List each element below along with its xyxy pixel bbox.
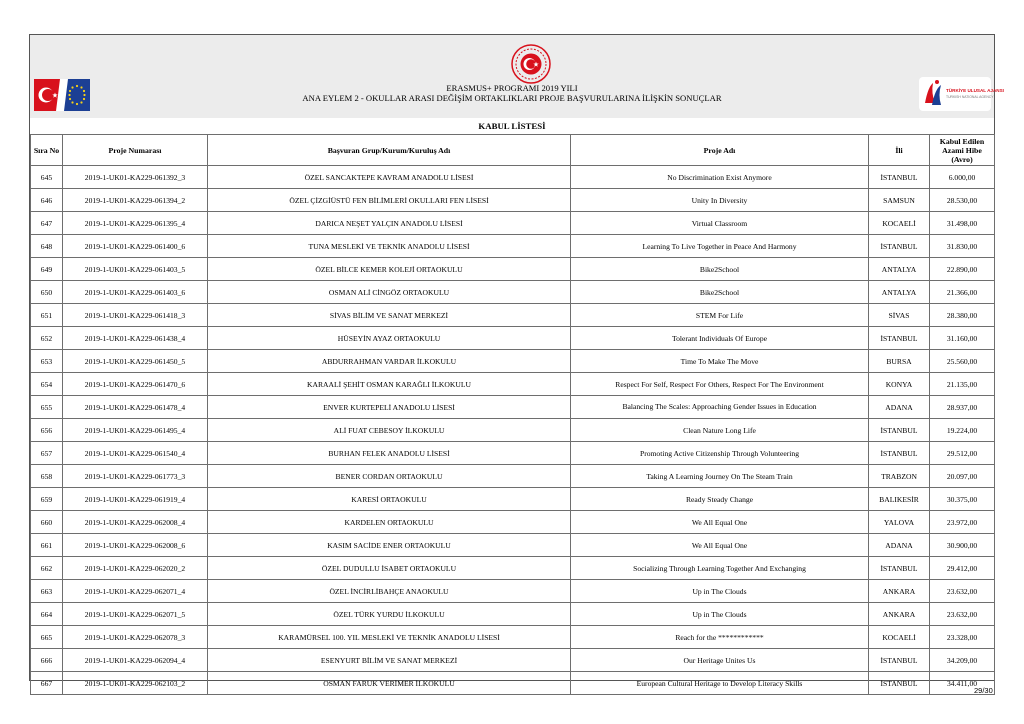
cell-hibe: 31.498,00 — [930, 212, 995, 235]
table-row — [31, 373, 995, 396]
table-row — [31, 350, 995, 373]
cell-proje-adi: We All Equal One — [571, 511, 869, 534]
cell-hibe: 22.890,00 — [930, 258, 995, 281]
table-row — [31, 534, 995, 557]
list-title: KABUL LİSTESİ — [30, 118, 994, 135]
header-banner — [30, 35, 1004, 119]
cell-basvuran: ESENYURT BİLİM VE SANAT MERKEZİ — [208, 649, 571, 672]
cell-il: İSTANBUL — [869, 442, 930, 465]
cell-il: İSTANBUL — [869, 235, 930, 258]
cell-sira: 656 — [31, 419, 63, 442]
cell-il: SAMSUN — [869, 189, 930, 212]
cell-proje-adi: Reach for the ************ — [571, 626, 869, 649]
cell-basvuran: ÖZEL ÇİZGİÜSTÜ FEN BİLİMLERİ OKULLARI FEN LİSESİ — [208, 189, 571, 212]
cell-hibe: 20.097,00 — [930, 465, 995, 488]
cell-proje-adi: Taking A Learning Journey On The Steam Train — [571, 465, 869, 488]
cell-sira: 662 — [31, 557, 63, 580]
column-header-proje-adi: Proje Adı — [571, 135, 869, 166]
cell-il: İSTANBUL — [869, 557, 930, 580]
cell-hibe: 23.972,00 — [930, 511, 995, 534]
document-title — [30, 83, 994, 103]
cell-proje-no: 2019-1-UK01-KA229-062008_6 — [63, 534, 208, 557]
national-agency-logo-text: TÜRKİYE ULUSAL AJANSI — [946, 88, 1004, 93]
cell-hibe: 28.530,00 — [930, 189, 995, 212]
cell-proje-adi: Our Heritage Unites Us — [571, 649, 869, 672]
cell-proje-no: 2019-1-UK01-KA229-062103_2 — [63, 672, 208, 695]
cell-il: KOCAELİ — [869, 626, 930, 649]
cell-basvuran: KARAMÜRSEL 100. YIL MESLEKİ VE TEKNİK ANADOLU LİSESİ — [208, 626, 571, 649]
cell-hibe: 31.830,00 — [930, 235, 995, 258]
cell-il: KONYA — [869, 373, 930, 396]
cell-hibe: 21.135,00 — [930, 373, 995, 396]
table-row — [31, 304, 995, 327]
cell-proje-adi: European Cultural Heritage to Develop Literacy Skills — [571, 672, 869, 695]
cell-proje-no: 2019-1-UK01-KA229-062071_5 — [63, 603, 208, 626]
cell-sira: 645 — [31, 166, 63, 189]
column-header-proje-no: Proje Numarası — [63, 135, 208, 166]
title-line-1: ERASMUS+ PROGRAMI 2019 YILI — [446, 83, 578, 93]
cell-hibe: 23.632,00 — [930, 603, 995, 626]
table-row — [31, 672, 995, 695]
cell-hibe: 29.412,00 — [930, 557, 995, 580]
cell-sira: 667 — [31, 672, 63, 695]
cell-proje-no: 2019-1-UK01-KA229-062020_2 — [63, 557, 208, 580]
cell-basvuran: ÖZEL İNCİRLİBAHÇE ANAOKULU — [208, 580, 571, 603]
cell-il: İSTANBUL — [869, 166, 930, 189]
cell-sira: 664 — [31, 603, 63, 626]
table-row — [31, 649, 995, 672]
cell-proje-no: 2019-1-UK01-KA229-061450_5 — [63, 350, 208, 373]
cell-hibe: 29.512,00 — [930, 442, 995, 465]
cell-basvuran: BENER CORDAN ORTAOKULU — [208, 465, 571, 488]
cell-basvuran: SİVAS BİLİM VE SANAT MERKEZİ — [208, 304, 571, 327]
cell-basvuran: ENVER KURTEPELİ ANADOLU LİSESİ — [208, 396, 571, 419]
cell-il: TRABZON — [869, 465, 930, 488]
cell-proje-adi: Virtual Classroom — [571, 212, 869, 235]
cell-il: SİVAS — [869, 304, 930, 327]
cell-proje-adi: Ready Steady Change — [571, 488, 869, 511]
national-agency-logo-subtext: TURKISH NATIONAL AGENCY — [946, 95, 994, 99]
cell-basvuran: ALİ FUAT CEBESOY İLKOKULU — [208, 419, 571, 442]
cell-proje-adi: No Discrimination Exist Anymore — [571, 166, 869, 189]
cell-il: ANTALYA — [869, 281, 930, 304]
cell-sira: 646 — [31, 189, 63, 212]
cell-proje-adi: Time To Make The Move — [571, 350, 869, 373]
cell-proje-adi: Socializing Through Learning Together And Exchanging — [571, 557, 869, 580]
cell-sira: 653 — [31, 350, 63, 373]
cell-basvuran: ÖZEL BİLCE KEMER KOLEJİ ORTAOKULU — [208, 258, 571, 281]
title-line-2: ANA EYLEM 2 - OKULLAR ARASI DEĞİŞİM ORTAKLIKLARI PROJE BAŞVURULARINA İLİŞKİN SONUÇLAR — [302, 93, 722, 103]
cell-basvuran: TUNA MESLEKİ VE TEKNİK ANADOLU LİSESİ — [208, 235, 571, 258]
cell-il: İSTANBUL — [869, 649, 930, 672]
cell-proje-no: 2019-1-UK01-KA229-061418_3 — [63, 304, 208, 327]
cell-proje-no: 2019-1-UK01-KA229-061438_4 — [63, 327, 208, 350]
table-row — [31, 603, 995, 626]
cell-proje-adi: We All Equal One — [571, 534, 869, 557]
page-number: 29/30 — [974, 686, 993, 695]
cell-proje-adi: Respect For Self, Respect For Others, Respect For The Environment — [571, 373, 869, 396]
cell-hibe: 23.632,00 — [930, 580, 995, 603]
cell-proje-adi: Clean Nature Long Life — [571, 419, 869, 442]
cell-sira: 648 — [31, 235, 63, 258]
cell-proje-no: 2019-1-UK01-KA229-062071_4 — [63, 580, 208, 603]
cell-hibe: 28.380,00 — [930, 304, 995, 327]
table-row — [31, 419, 995, 442]
cell-hibe: 19.224,00 — [930, 419, 995, 442]
cell-basvuran: OSMAN FARUK VERİMER İLKOKULU — [208, 672, 571, 695]
table-row — [31, 442, 995, 465]
cell-hibe: 21.366,00 — [930, 281, 995, 304]
cell-hibe: 23.328,00 — [930, 626, 995, 649]
cell-sira: 666 — [31, 649, 63, 672]
ministry-emblem-icon — [510, 43, 552, 85]
cell-il: ANKARA — [869, 580, 930, 603]
cell-basvuran: KARAALİ ŞEHİT OSMAN KARAĞLI İLKOKULU — [208, 373, 571, 396]
cell-basvuran: ÖZEL DUDULLU İSABET ORTAOKULU — [208, 557, 571, 580]
cell-proje-adi: Tolerant Individuals Of Europe — [571, 327, 869, 350]
table-row — [31, 235, 995, 258]
cell-proje-no: 2019-1-UK01-KA229-061540_4 — [63, 442, 208, 465]
cell-il: BURSA — [869, 350, 930, 373]
acceptance-table — [30, 134, 995, 695]
cell-proje-no: 2019-1-UK01-KA229-061400_6 — [63, 235, 208, 258]
table-row — [31, 258, 995, 281]
cell-proje-no: 2019-1-UK01-KA229-062008_4 — [63, 511, 208, 534]
table-row — [31, 189, 995, 212]
cell-hibe: 30.900,00 — [930, 534, 995, 557]
cell-proje-no: 2019-1-UK01-KA229-061495_4 — [63, 419, 208, 442]
cell-basvuran: ABDURRAHMAN VARDAR İLKOKULU — [208, 350, 571, 373]
cell-il: YALOVA — [869, 511, 930, 534]
column-header-il: İli — [869, 135, 930, 166]
table-row — [31, 281, 995, 304]
cell-hibe: 31.160,00 — [930, 327, 995, 350]
cell-proje-adi: Bike2School — [571, 281, 869, 304]
cell-sira: 647 — [31, 212, 63, 235]
cell-basvuran: ÖZEL SANCAKTEPE KAVRAM ANADOLU LİSESİ — [208, 166, 571, 189]
table-header-row — [31, 135, 995, 166]
cell-proje-adi: Balancing The Scales: Approaching Gender Issues in Education — [571, 396, 869, 419]
cell-sira: 650 — [31, 281, 63, 304]
table-row — [31, 166, 995, 189]
cell-sira: 649 — [31, 258, 63, 281]
table-row — [31, 580, 995, 603]
column-header-basvuran: Başvuran Grup/Kurum/Kuruluş Adı — [208, 135, 571, 166]
cell-proje-adi: STEM For Life — [571, 304, 869, 327]
cell-hibe: 34.411,00 — [930, 672, 995, 695]
cell-proje-adi: Up in The Clouds — [571, 603, 869, 626]
cell-il: ANKARA — [869, 603, 930, 626]
cell-hibe: 28.937,00 — [930, 396, 995, 419]
cell-proje-no: 2019-1-UK01-KA229-061773_3 — [63, 465, 208, 488]
cell-il: ADANA — [869, 396, 930, 419]
cell-proje-no: 2019-1-UK01-KA229-061919_4 — [63, 488, 208, 511]
cell-il: ANTALYA — [869, 258, 930, 281]
cell-sira: 665 — [31, 626, 63, 649]
cell-proje-no: 2019-1-UK01-KA229-061478_4 — [63, 396, 208, 419]
cell-proje-adi: Promoting Active Citizenship Through Volunteering — [571, 442, 869, 465]
cell-sira: 661 — [31, 534, 63, 557]
table-row — [31, 488, 995, 511]
cell-sira: 658 — [31, 465, 63, 488]
cell-proje-no: 2019-1-UK01-KA229-061392_3 — [63, 166, 208, 189]
cell-sira: 657 — [31, 442, 63, 465]
cell-proje-no: 2019-1-UK01-KA229-062094_4 — [63, 649, 208, 672]
cell-proje-adi: Bike2School — [571, 258, 869, 281]
cell-proje-adi: Learning To Live Together in Peace And Harmony — [571, 235, 869, 258]
column-header-sira: Sıra No — [31, 135, 63, 166]
cell-hibe: 6.000,00 — [930, 166, 995, 189]
cell-basvuran: DARICA NEŞET YALÇIN ANADOLU LİSESİ — [208, 212, 571, 235]
cell-sira: 659 — [31, 488, 63, 511]
cell-proje-adi: Up in The Clouds — [571, 580, 869, 603]
cell-proje-no: 2019-1-UK01-KA229-061470_6 — [63, 373, 208, 396]
cell-basvuran: ÖZEL TÜRK YURDU İLKOKULU — [208, 603, 571, 626]
cell-basvuran: OSMAN ALİ CİNGÖZ ORTAOKULU — [208, 281, 571, 304]
cell-basvuran: HÜSEYİN AYAZ ORTAOKULU — [208, 327, 571, 350]
cell-proje-no: 2019-1-UK01-KA229-062078_3 — [63, 626, 208, 649]
cell-sira: 652 — [31, 327, 63, 350]
cell-sira: 654 — [31, 373, 63, 396]
cell-il: İSTANBUL — [869, 419, 930, 442]
table-row — [31, 327, 995, 350]
cell-hibe: 34.209,00 — [930, 649, 995, 672]
table-row — [31, 396, 995, 419]
cell-il: İSTANBUL — [869, 672, 930, 695]
cell-il: BALIKESİR — [869, 488, 930, 511]
cell-il: İSTANBUL — [869, 327, 930, 350]
column-header-hibe: Kabul Edilen Azami Hibe (Avro) — [930, 135, 995, 166]
cell-proje-no: 2019-1-UK01-KA229-061403_6 — [63, 281, 208, 304]
cell-proje-no: 2019-1-UK01-KA229-061395_4 — [63, 212, 208, 235]
national-agency-logo — [919, 77, 1004, 111]
cell-hibe: 30.375,00 — [930, 488, 995, 511]
cell-sira: 651 — [31, 304, 63, 327]
table-row — [31, 465, 995, 488]
table-row — [31, 557, 995, 580]
cell-sira: 663 — [31, 580, 63, 603]
cell-sira: 660 — [31, 511, 63, 534]
cell-basvuran: KARESİ ORTAOKULU — [208, 488, 571, 511]
document-sheet — [29, 34, 1004, 688]
cell-il: KOCAELİ — [869, 212, 930, 235]
cell-sira: 655 — [31, 396, 63, 419]
cell-proje-no: 2019-1-UK01-KA229-061403_5 — [63, 258, 208, 281]
table-row — [31, 511, 995, 534]
cell-il: ADANA — [869, 534, 930, 557]
cell-basvuran: BURHAN FELEK ANADOLU LİSESİ — [208, 442, 571, 465]
cell-basvuran: KASIM SACİDE ENER ORTAOKULU — [208, 534, 571, 557]
cell-basvuran: KARDELEN ORTAOKULU — [208, 511, 571, 534]
cell-proje-adi: Unity In Diversity — [571, 189, 869, 212]
cell-proje-no: 2019-1-UK01-KA229-061394_2 — [63, 189, 208, 212]
table-row — [31, 626, 995, 649]
table-row — [31, 212, 995, 235]
cell-hibe: 25.560,00 — [930, 350, 995, 373]
